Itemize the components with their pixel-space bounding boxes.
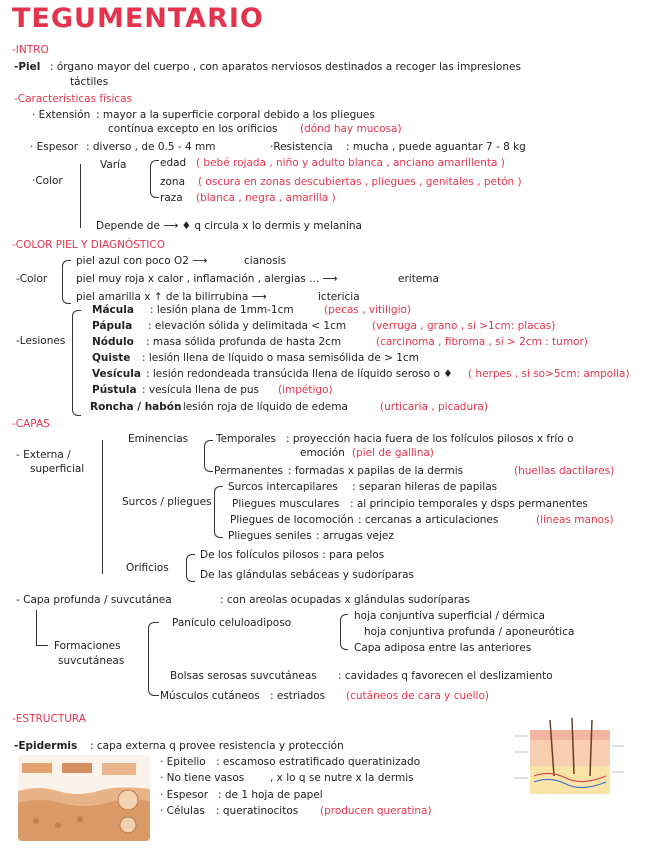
permanentes-label: Permanentes (214, 465, 284, 477)
paniculo-brace (340, 614, 348, 650)
surcos-inter-label: Surcos intercapilares (228, 481, 338, 493)
musculos-label: Músculos cutáneos (160, 690, 260, 702)
profunda-bracket (36, 610, 37, 646)
lesiones-brace (72, 310, 81, 416)
epidermis-item-text: : queratinocitos (216, 805, 299, 817)
epidermis-text: : capa externa q provee resistencia y protección (90, 740, 344, 752)
paniculo-2: hoja conjuntiva profunda / aponeurótica (364, 626, 575, 638)
pliegues-musc-text: : al principio temporales y dsps permanentes (350, 498, 588, 510)
orificios-2: De las glándulas sebáceas y sudoríparas (200, 569, 415, 581)
varia-brace (150, 160, 159, 198)
profunda-bracket-foot (36, 645, 48, 646)
lesion-red: (carcinoma , fibroma , si > 2cm : tumor) (376, 336, 588, 348)
orificios-1: De los folículos pilosos : para pelos (200, 549, 385, 561)
zona-text: ( oscura en zonas descubiertas , pliegues , genitales , petón ) (198, 176, 522, 188)
pliegues-loco-red: (líneas manos) (536, 514, 614, 526)
eminencias-brace (204, 440, 213, 472)
color-bracket (80, 164, 81, 228)
lesion-text: : lesión llena de líquido o masa semisólida de > 1cm (142, 352, 419, 364)
pliegues-loco-text: : cercanas a articulaciones (358, 514, 499, 526)
lesiones-label: -Lesiones (16, 335, 66, 347)
formaciones-label-2: suvcutáneas (58, 655, 125, 667)
epidermis-item-text: : de 1 hoja de papel (218, 789, 323, 801)
permanentes-red: (huellas dactilares) (514, 465, 615, 477)
orificios-label: Orificios (126, 562, 169, 574)
permanentes-text: : formadas x papilas de la dermis (288, 465, 464, 477)
paniculo-label: Panículo celuloadiposo (172, 617, 292, 629)
color-line-3-result: ictericia (318, 291, 360, 303)
skin-layers-illustration (18, 755, 150, 841)
epidermis-item-text: : escamoso estratificado queratinizado (216, 756, 421, 768)
temporales-text: : proyección hacia fuera de los folículos pilosos x frío o (286, 433, 574, 445)
lesion-red: (verruga , grano , si >1cm: placas) (372, 320, 556, 332)
temporales-label: Temporales (216, 433, 277, 445)
orificios-brace (186, 554, 195, 582)
musculos-red: (cutáneos de cara y cuello) (346, 690, 489, 702)
espesor-text: : diverso , de 0.5 - 4 mm (86, 141, 216, 153)
lesion-text: : lesión redondeada transúcida llena de líquido seroso o ♦ (146, 368, 453, 380)
varia-label: Varía (100, 159, 127, 171)
color-line-3: piel amarilla x ↑ de la bilirrubina ⟶ (76, 291, 267, 303)
skin-cross-section-illustration (510, 716, 628, 802)
color-line-2-result: eritema (398, 273, 439, 285)
color-line-1: piel azul con poco O2 ⟶ (76, 255, 208, 267)
formaciones-label: Formaciones (54, 640, 121, 652)
raza-text: (blanca , negra , amarilla ) (196, 192, 336, 204)
bolsas-text: : cavidades q favorecen el deslizamiento (338, 670, 553, 682)
piel-label: -Piel (14, 61, 41, 73)
color-diag-label: -Color (16, 273, 48, 285)
lesion-red: ( herpes , si so>5cm: ampolla) (468, 368, 630, 380)
section-color-piel: -COLOR PIEL Y DIAGNÓSTICO (12, 239, 165, 251)
color-line-2: piel muy roja x calor , inflamación , alergias ... ⟶ (76, 273, 338, 285)
resistencia-text: : mucha , puede aguantar 7 - 8 kg (346, 141, 526, 153)
lesion-name: Quiste (92, 352, 131, 364)
surcos-brace (214, 486, 223, 538)
lesion-text: : masa sólida profunda de hasta 2cm (146, 336, 342, 348)
epidermis-item-label: · No tiene vasos (160, 772, 245, 784)
piel-text: : órgano mayor del cuerpo , con aparatos nerviosos destinados a recoger las impresiones (50, 61, 521, 73)
epidermis-item-label: · Espesor (160, 789, 209, 801)
temporales-text-2: emoción (300, 447, 345, 459)
extension-text-2-red: (dónd hay mucosa) (300, 123, 402, 135)
paniculo-1: hoja conjuntiva superficial / dérmica (354, 610, 545, 622)
lesion-text: : elevación sólida y delimitada < 1cm (148, 320, 347, 332)
lesion-name: Vesícula (92, 368, 141, 380)
externa-bracket (102, 440, 103, 574)
raza-label: raza (160, 192, 183, 204)
formaciones-brace (148, 622, 159, 696)
color-line-1-result: cianosis (244, 255, 287, 267)
extension-text-2: contínua excepto en los orificios (108, 123, 278, 135)
pliegues-senil-text: : arrugas vejez (316, 530, 394, 542)
edad-text: ( bebé rojada , niño y adulto blanca , anciano amarillenta ) (196, 157, 505, 169)
surcos-inter-text: : separan hileras de papilas (352, 481, 498, 493)
piel-text-2: táctiles (70, 76, 109, 88)
pliegues-musc-label: Pliegues musculares (232, 498, 340, 510)
temporales-text-2-red: (piel de gallina) (352, 447, 434, 459)
bolsas-label: Bolsas serosas suvcutáneas (170, 670, 317, 682)
lesion-text: : lesión plana de 1mm-1cm (150, 304, 294, 316)
extension-label: · Extensión (32, 109, 91, 121)
epidermis-item-red: (producen queratina) (320, 805, 432, 817)
resistencia-label: ·Resistencia (270, 141, 333, 153)
lesion-name: Roncha / habón (90, 401, 182, 413)
externa-label-2: superficial (30, 463, 85, 475)
lesion-text: : lesión roja de líquido de edema (176, 401, 348, 413)
musculos-text: : estriados (270, 690, 326, 702)
page-title: TEGUMENTARIO (12, 3, 264, 34)
paniculo-3: Capa adiposa entre las anteriores (354, 642, 532, 654)
color-label: ·Color (32, 175, 63, 187)
pliegues-senil-label: Pliegues seniles (228, 530, 312, 542)
lesion-text: : vesícula llena de pus (142, 384, 260, 396)
lesion-name: Pústula (92, 384, 137, 396)
edad-label: edad (160, 157, 187, 169)
lesion-red: (urticaria , picadura) (380, 401, 488, 413)
color-diag-brace (62, 260, 71, 304)
depende-text: Depende de ⟶ ♦ q circula x lo dermis y melanina (96, 220, 362, 232)
lesion-red: (pecas , vitiligio) (324, 304, 412, 316)
section-intro: -INTRO (12, 44, 49, 56)
espesor-label: · Espesor (30, 141, 79, 153)
section-capas: -CAPAS (12, 418, 50, 430)
eminencias-label: Eminencias (128, 433, 189, 445)
caracteristicas-label: -Características físicas (14, 93, 133, 105)
lesion-name: Nódulo (92, 336, 134, 348)
profunda-label: - Capa profunda / suvcutánea (16, 594, 172, 606)
epidermis-item-label: · Epitelio (160, 756, 206, 768)
lesion-red: (impétigo) (278, 384, 333, 396)
surcos-label: Surcos / pliegues (122, 496, 212, 508)
lesion-name: Pápula (92, 320, 133, 332)
epidermis-item-label: · Células (160, 805, 205, 817)
profunda-text: : con areolas ocupadas x glándulas sudoríparas (220, 594, 470, 606)
section-estructura: -ESTRUCTURA (12, 713, 86, 725)
zona-label: zona (160, 176, 186, 188)
epidermis-item-text: , x lo q se nutre x la dermis (270, 772, 414, 784)
epidermis-label: -Epidermis (14, 740, 78, 752)
externa-label: - Externa / (16, 449, 71, 461)
lesion-name: Mácula (92, 304, 134, 316)
pliegues-loco-label: Pliegues de locomoción (230, 514, 354, 526)
extension-text: : mayor a la superficie corporal debido a los pliegues (96, 109, 375, 121)
